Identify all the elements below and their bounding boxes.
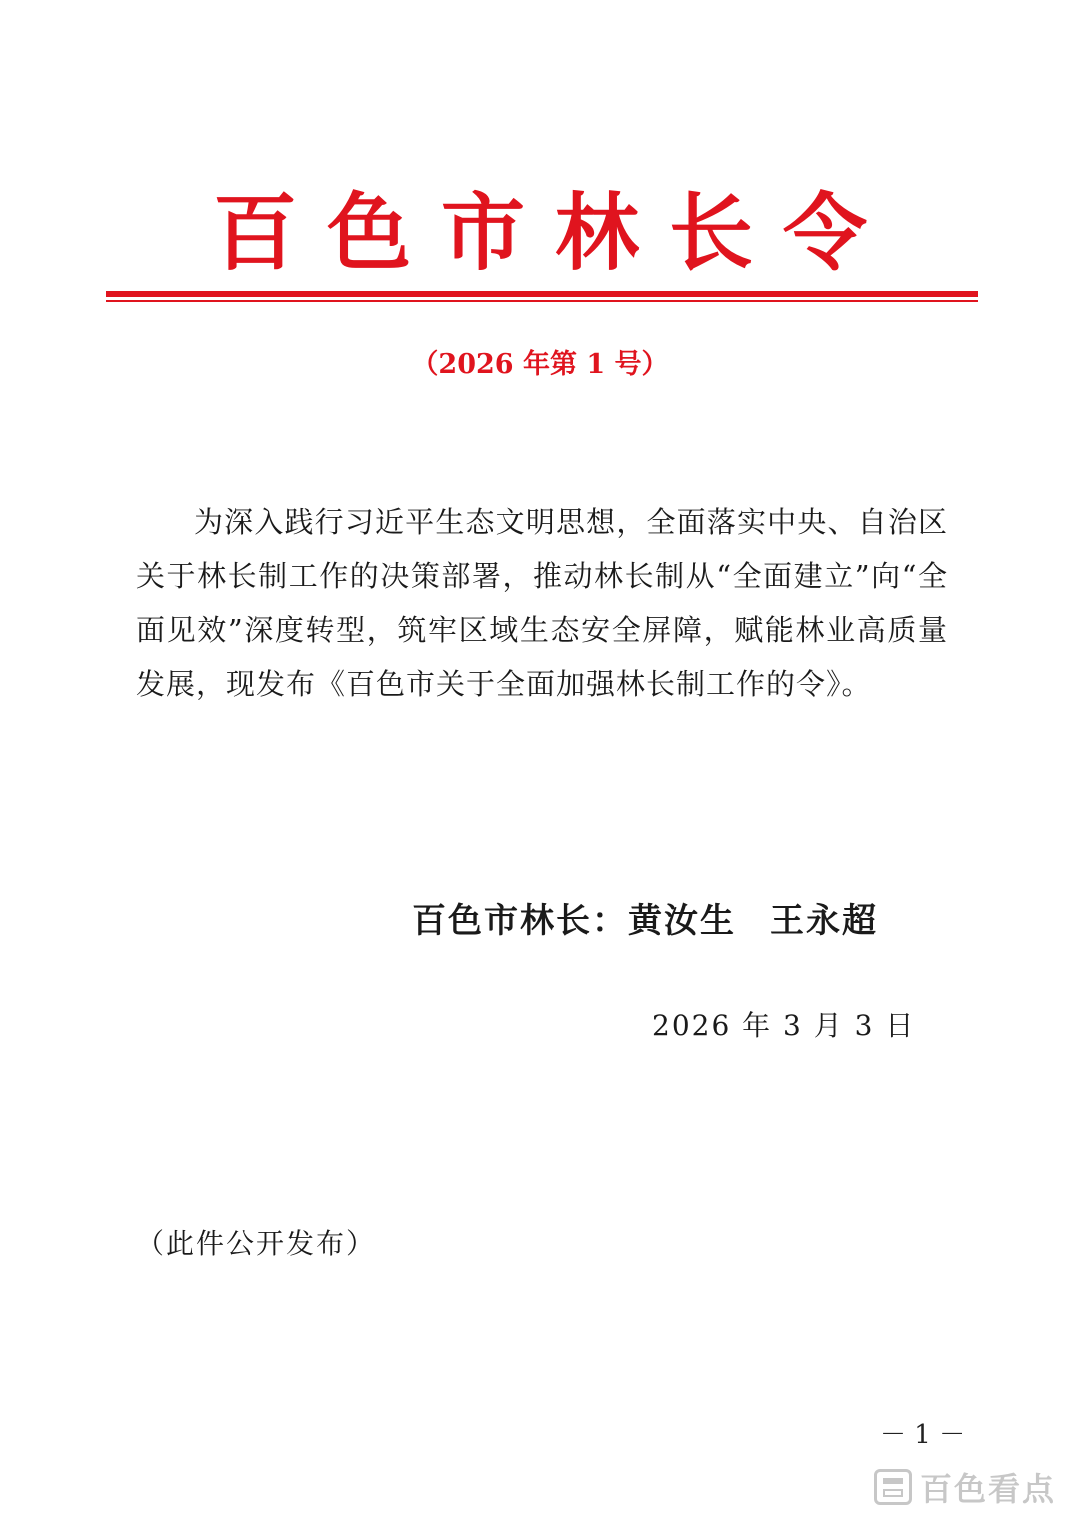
signature-line: [412, 893, 878, 949]
signature-name-1: 黄汝生: [628, 901, 736, 941]
red-rule-thick: [106, 291, 978, 297]
masthead-title: 百色市林长令: [212, 183, 897, 282]
watermark-text: 百色看点: [920, 1470, 1057, 1508]
page-number: － 1 －: [880, 1420, 966, 1450]
signature-label: 百色市林长：: [412, 901, 628, 941]
signature-name-2: 王永超: [770, 901, 878, 941]
watermark: [874, 1465, 1056, 1509]
baise-news-logo-icon: [874, 1469, 912, 1505]
document-number: （2026 年第 1 号）: [411, 349, 669, 380]
red-rule-thin: [106, 300, 978, 302]
public-release-note: （此件公开发布）: [136, 1227, 377, 1260]
body-paragraph: 为深入践行习近平生态文明思想，全面落实中央、自治区关于林长制工作的决策部署，推动林长制从“全面建立”向“全面见效”深度转型，筑牢区域生态安全屏障，赋能林业高质量发展，现发布《百色市关于全面加强林长制工作的令》。: [136, 505, 948, 701]
issue-date: 2026 年 3 月 3 日: [652, 1009, 916, 1042]
